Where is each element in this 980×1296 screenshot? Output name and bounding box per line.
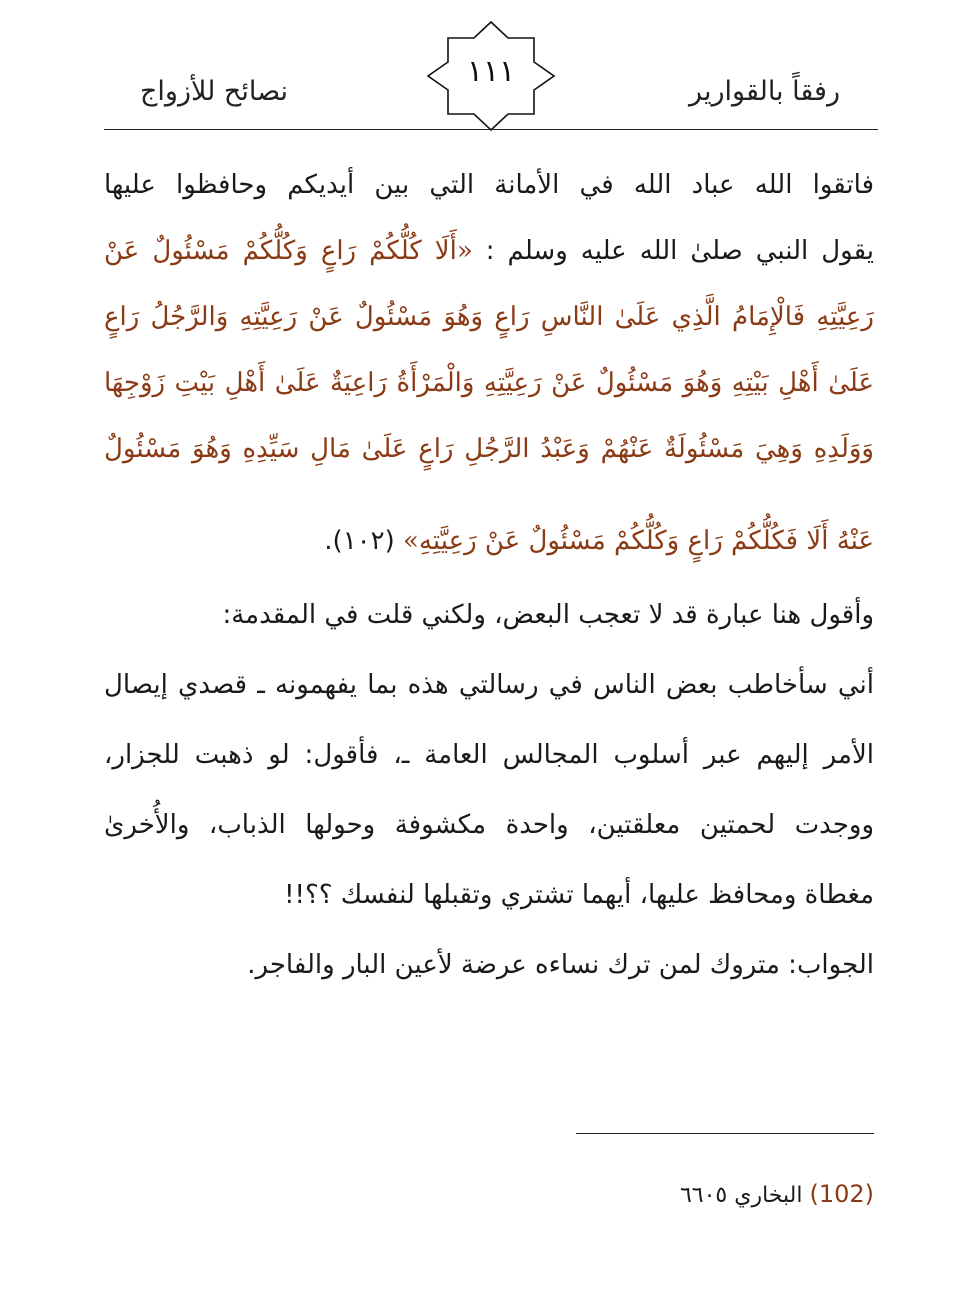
hadith-line-6 [104,508,874,574]
hadith-line-5: وَوَلَدِهِ وَهِيَ مَسْئُولَةٌ عَنْهُمْ وَعَبْدُ الرَّجُلِ رَاعٍ عَلَىٰ مَالِ سَيِّدِهِ وَهُوَ مَسْئُولٌ [104,434,874,464]
hadith-text-end: عَنْهُ أَلَا فَكُلُّكُمْ رَاعٍ وَكُلُّكُمْ مَسْئُولٌ عَنْ رَعِيَّتِهِ» [403,526,874,556]
footnote [560,1172,874,1218]
body-line-12: الجواب: متروك لمن ترك نساءه عرضة لأعين البار والفاجر. [247,950,874,980]
narration-intro: يقول النبي صلىٰ الله عليه وسلم : [472,236,874,266]
body-line-10: ووجدت لحمتين معلقتين، واحدة مكشوفة وحولها الذباب، والأُخرىٰ [104,810,874,840]
footnote-reference: (١٠٢). [324,526,404,556]
body-line-7: وأقول هنا عبارة قد لا تعجب البعض، ولكني قلت في المقدمة: [222,600,874,630]
header-divider [104,129,878,130]
body-line-8: أني سأخاطب بعض الناس في رسالتي هذه بما يفهمونه ـ قصدي إيصال [104,670,874,700]
footnote-divider [576,1133,874,1134]
hadith-line-4: عَلَىٰ أَهْلِ بَيْتِهِ وَهُوَ مَسْئُولٌ عَنْ رَعِيَّتِهِ وَالْمَرْأَةُ رَاعِيَةٌ عَلَىٰ أَهْلِ بَيْتِ زَوْجِهَا [104,368,874,398]
header-book-title: رفقاً بالقوارير [689,76,840,107]
footnote-number: (102) [809,1180,874,1208]
footnote-text: البخاري ٦٦٠٥ [679,1183,810,1208]
hadith-line-3: رَعِيَّتِهِ فَالْإِمَامُ الَّذِي عَلَىٰ النَّاسِ رَاعٍ وَهُوَ مَسْئُولٌ عَنْ رَعِيَّتِهِ وَالرَّجُلُ رَاعٍ [104,302,874,332]
body-line-1: فاتقوا الله عباد الله في الأمانة التي بين أيديكم وحافظوا عليها [104,170,874,200]
header-book-section-title: نصائح للأزواج [140,76,289,107]
body-line-9: الأمر إليهم عبر أسلوب المجالس العامة ـ، فأقول: لو ذهبت للجزار، [104,740,874,770]
page-number: ١١١ [466,54,516,89]
hadith-text: «أَلَا كُلُّكُمْ رَاعٍ وَكُلُّكُمْ مَسْئُولٌ عَنْ [104,236,473,266]
body-line-2 [104,218,874,284]
body-line-11: مغطاة ومحافظ عليها، أيهما تشتري وتقبلها لنفسك ؟؟!! [284,880,874,910]
